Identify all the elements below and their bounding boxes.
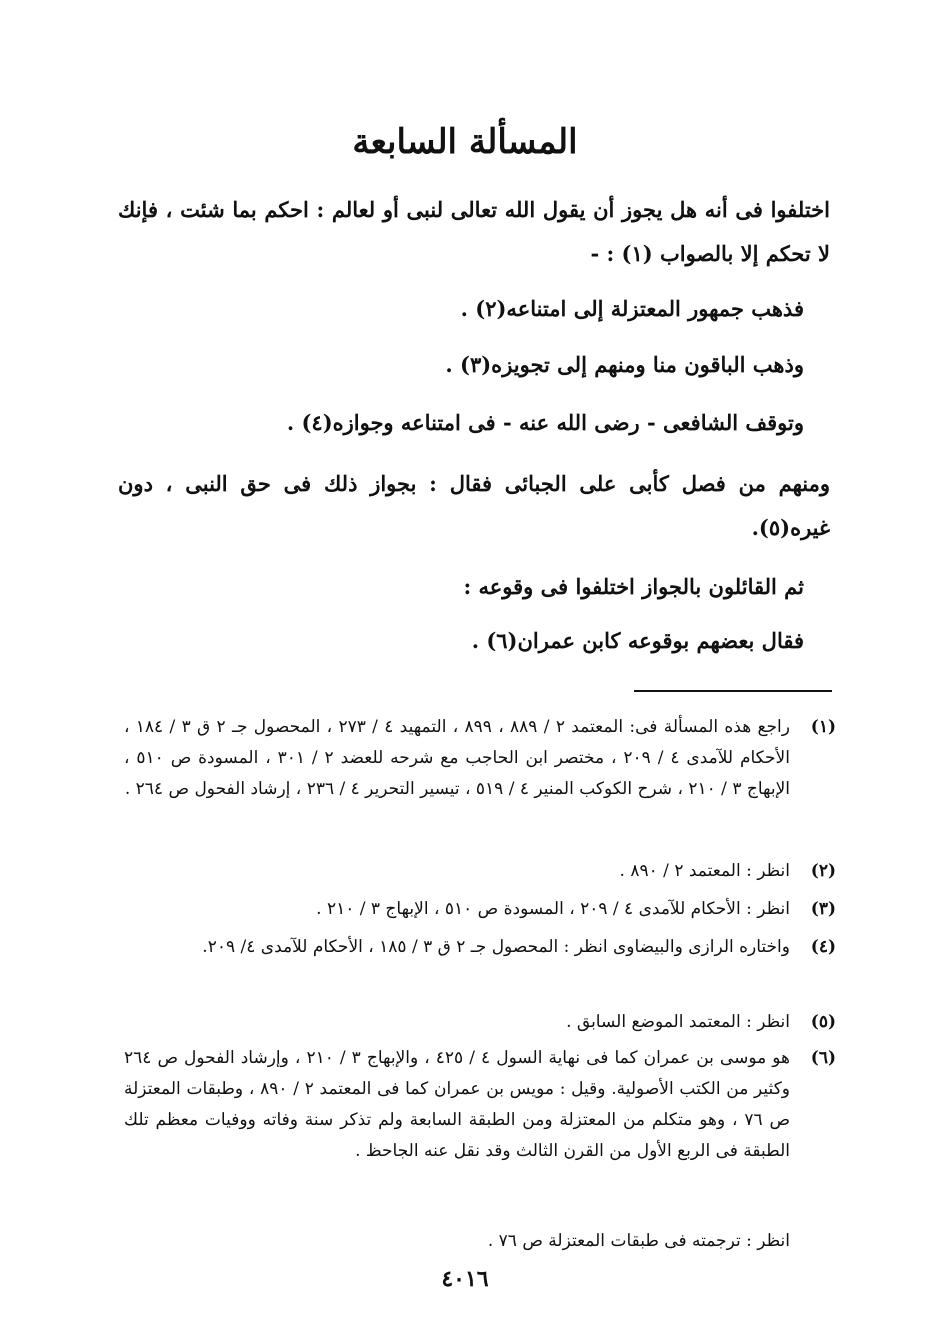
intro-paragraph: اختلفوا فى أنه هل يجوز أن يقول الله تعالى لنبى أو لعالم : احكم بما شئت ، فإنك لا تحكم إلا بالصواب (١) : -: [118, 197, 830, 266]
footnote-number: (١): [810, 717, 836, 737]
footnote-text: انظر : ترجمته فى طبقات المعتزلة ص ٧٦ .: [487, 1231, 790, 1251]
footnote-text: هو موسى بن عمران كما فى نهاية السول ٤ / ٤٢٥ ، والإبهاج ٣ / ٢١٠ ، وإرشاد الفحول ص ٢٦٤ وكثير من الكتب الأصولية. وقيل : مويس بن عمران كما فى المعتمد ٢ / ٨٩٠ ، وطبقات المعتزلة ص ٧٦ ، وهو متكلم من المعتزلة ومن الطبقة السابعة ولم تذكر سنة وفاته ووفيات معظم تلك الطبقة فى الربع الأول من القرن الثالث وقد نقل عنه الجاحظ .: [124, 1048, 791, 1161]
paragraph-2: وذهب الباقون منا ومنهم إلى تجويزه(٣) .: [445, 352, 804, 377]
footnote-3: [124, 894, 836, 925]
footnote-6: [124, 1043, 836, 1167]
footnote-number: (٦): [810, 1048, 836, 1068]
footnote-number: (٥): [810, 1012, 836, 1032]
footnote-5: [124, 1007, 836, 1038]
footnote-number: (٣): [810, 899, 836, 919]
paragraph-5: ثم القائلون بالجواز اختلفوا فى وقوعه :: [463, 574, 804, 599]
page-number: ٤٠١٦: [441, 1266, 489, 1292]
footnote-text: انظر : المعتمد الموضع السابق .: [566, 1012, 790, 1032]
footnote-6-extra: [124, 1226, 836, 1257]
paragraph-1: فذهب جمهور المعتزلة إلى امتناعه(٢) .: [460, 296, 804, 321]
footnote-text: واختاره الرازى والبيضاوى انظر : المحصول جـ ٢ ق ٣ / ١٨٥ ، الأحكام للآمدى ٤/ ٢٠٩.: [202, 937, 790, 957]
footnote-text: انظر : الأحكام للآمدى ٤ / ٢٠٩ ، المسودة ص ٥١٠ ، الإبهاج ٣ / ٢١٠ .: [316, 899, 790, 919]
page-title: المسألة السابعة: [352, 122, 578, 162]
footnote-text: راجع هذه المسألة فى: المعتمد ٢ / ٨٨٩ ، ٨٩٩ ، التمهيد ٤ / ٢٧٣ ، المحصول جـ ٢ ق ٣ / ١٨٤ ، الأحكام للآمدى ٤ / ٢٠٩ ، مختصر ابن الحاجب مع شرحه للعضد ٢ / ٣٠١ ، المسودة ص ٥١٠ ، الإبهاج ٣ / ٢١٠ ، شرح الكوكب المنير ٤ / ٥١٩ ، تيسير التحرير ٤ / ٢٣٦ ، إرشاد الفحول ص ٢٦٤ .: [124, 717, 790, 799]
footnote-separator: [634, 690, 832, 692]
footnote-number: (٢): [810, 861, 836, 881]
paragraph-6: فقال بعضهم بوقوعه كابن عمران(٦) .: [471, 628, 804, 653]
footnote-2: [124, 856, 836, 887]
footnote-number: (٤): [810, 937, 836, 957]
paragraph-4: ومنهم من فصل كأبى على الجبائى فقال : بجواز ذلك فى حق النبى ، دون غيره(٥).: [118, 471, 830, 540]
footnote-4: [124, 932, 836, 963]
footnote-text: انظر : المعتمد ٢ / ٨٩٠ .: [619, 861, 790, 881]
footnote-1: [124, 712, 836, 805]
paragraph-3: وتوقف الشافعى - رضى الله عنه - فى امتناعه وجوازه(٤) .: [286, 410, 804, 435]
